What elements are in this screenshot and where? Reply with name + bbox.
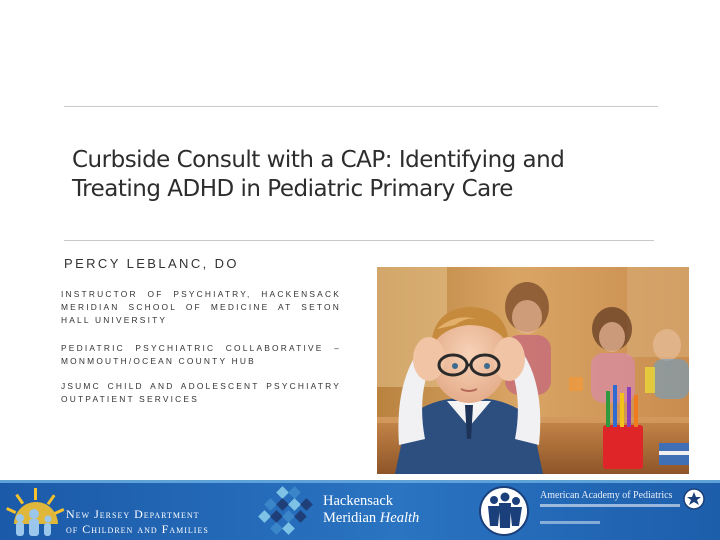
classroom-photo [377, 267, 689, 474]
footer-accent-band [0, 480, 720, 483]
hackensack-meridian-mosaic-icon [258, 486, 316, 538]
hackensack-meridian-logo-text [323, 493, 419, 527]
affiliation-3: JSUMC CHILD AND ADOLESCENT PSYCHIATRY OUTPATIENT SERVICES [61, 381, 341, 404]
top-divider [64, 106, 658, 107]
hm-meridian: Meridian [323, 510, 377, 526]
nj-dcf-logo-text [66, 507, 209, 537]
hm-line-2 [323, 510, 419, 527]
nj-dcf-line-1: New Jersey Department [66, 507, 200, 521]
slide-title [72, 146, 632, 204]
aap-chapter-text [540, 521, 600, 524]
aap-star-seal-icon [683, 488, 705, 510]
nj-dcf-sun-icon [4, 484, 66, 538]
aap-logo-text: American Academy of Pediatrics [540, 490, 673, 501]
title-divider [64, 240, 654, 241]
aap-seal-icon [474, 484, 536, 538]
aap-tagline [540, 504, 680, 507]
hm-line-1: Hackensack [323, 493, 394, 509]
affiliation-1: INSTRUCTOR OF PSYCHIATRY, HACKENSACK MERIDIAN SCHOOL OF MEDICINE AT SETON HALL UNIVERSITY [61, 289, 341, 325]
presenter-name: PERCY LEBLANC, DO [64, 256, 239, 271]
title-line-2: Treating ADHD in Pediatric Primary Care [72, 176, 513, 202]
hm-health: Health [379, 510, 420, 526]
title-line-1: Curbside Consult with a CAP: Identifying and [72, 147, 565, 173]
nj-dcf-line-2: of Children and Families [66, 522, 209, 536]
affiliation-2: PEDIATRIC PSYCHIATRIC COLLABORATIVE – MONMOUTH/OCEAN COUNTY HUB [61, 343, 341, 366]
